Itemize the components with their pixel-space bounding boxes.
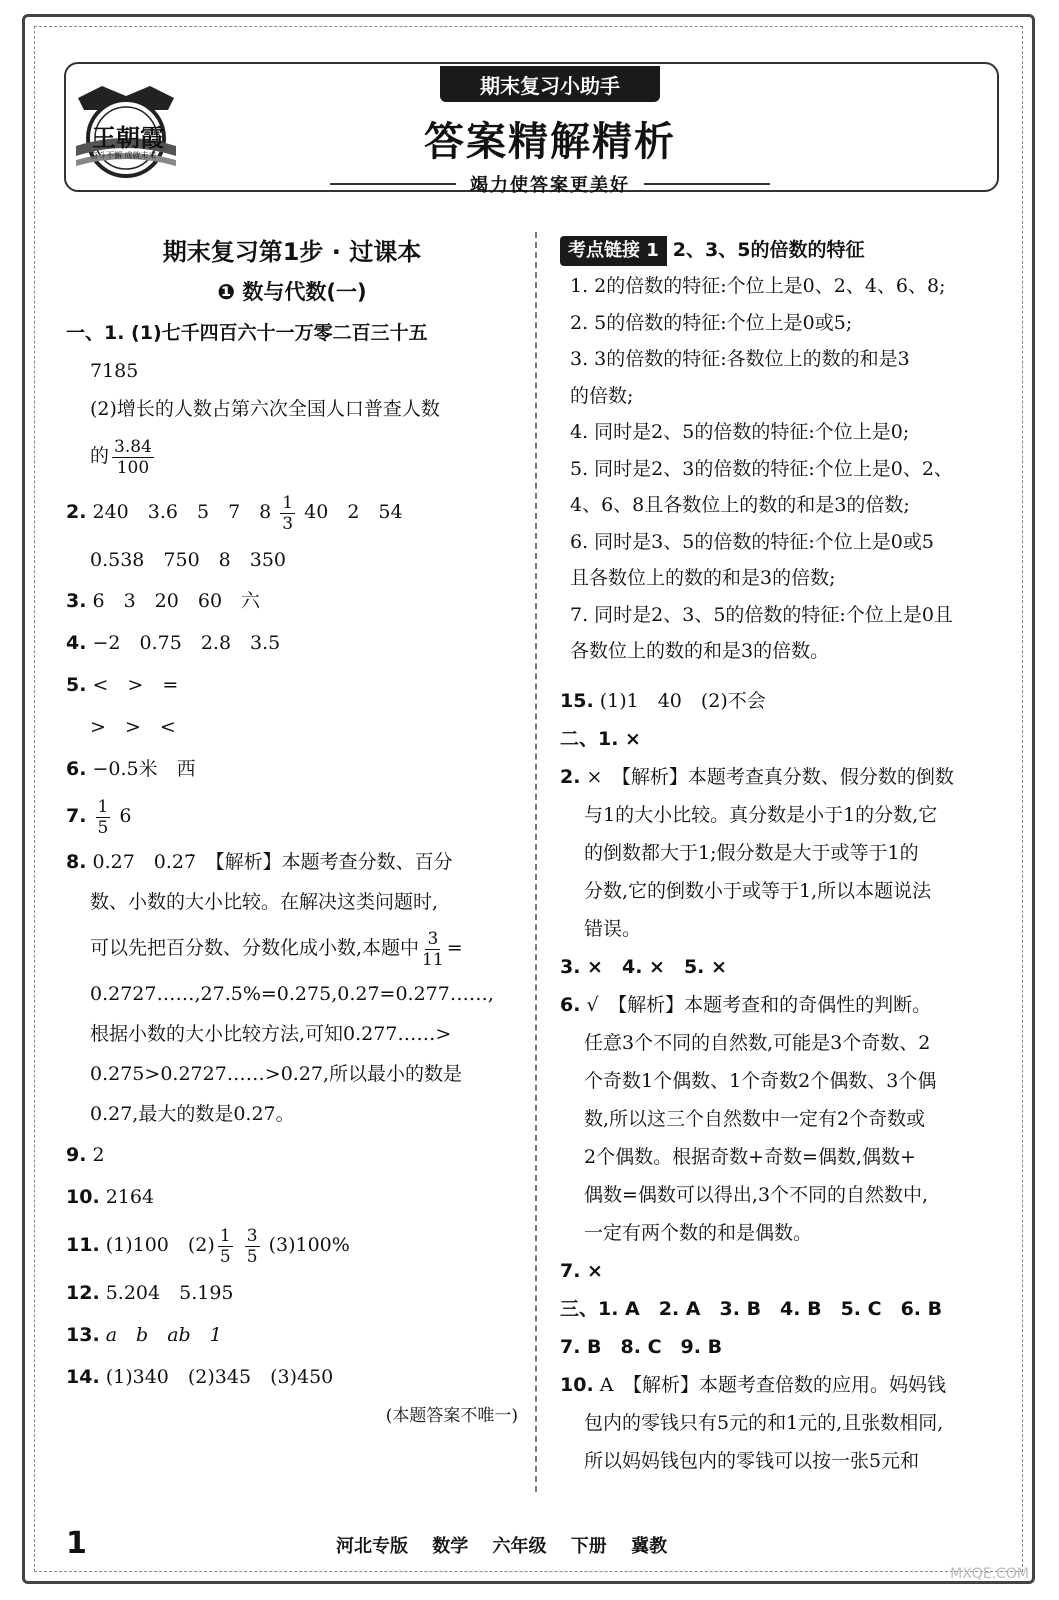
slogan-line-right <box>644 183 770 185</box>
s2-6-line: √ 【解析】本题考查和的奇偶性的判断。 <box>586 993 932 1016</box>
kd-line: 1. 2的倍数的特征:个位上是0、2、4、6、8; <box>570 275 946 297</box>
section-title: 期末复习第1步 · 过课本 <box>162 238 422 266</box>
q12-number: 12. <box>66 1282 100 1304</box>
kd-line: 2. 5的倍数的特征:个位上是0或5; <box>570 311 853 334</box>
kd-badge: 考点链接 1 <box>560 236 667 266</box>
s3-line1: 三、1. A 2. A 3. B 4. B 5. C 6. B <box>560 1297 943 1320</box>
fraction-numerator: 1 <box>282 492 294 513</box>
q11-fraction-1 <box>218 1226 233 1267</box>
fraction-numerator: 3.84 <box>114 436 152 457</box>
q13-number: 13. <box>66 1324 100 1346</box>
s3-10 <box>560 1366 1006 1404</box>
fraction-denominator: 11 <box>422 949 444 970</box>
s3-line2: 7. B 8. C 9. B <box>560 1335 723 1358</box>
kd-line: 5. 同时是2、3的倍数的特征:个位上是0、2、 <box>570 457 953 480</box>
s2-2-line: 与1的大小比较。真分数是小于1的分数,它 <box>584 803 938 826</box>
q1-line4 <box>66 428 518 484</box>
s2-2-line: 错误。 <box>584 917 642 940</box>
q7-text: 6 <box>119 805 132 827</box>
q8-line5: 根据小数的大小比较方法,可知0.277……> <box>90 1023 452 1045</box>
q8-line7: 0.27,最大的数是0.27̇。 <box>90 1103 295 1125</box>
q11-text1: (1)100 (2) <box>105 1234 215 1256</box>
s2-2 <box>560 758 1006 796</box>
q11-number: 11. <box>66 1234 100 1256</box>
watermark: MXQE.COM <box>950 1566 1029 1582</box>
q8-equals: = <box>446 937 463 959</box>
slogan-text: 竭力使答案更美好 <box>470 175 630 196</box>
q4-number: 4. <box>66 632 87 654</box>
s2-1: 二、1. × <box>560 727 641 750</box>
fraction-numerator: 3 <box>246 1225 258 1246</box>
q12-text: 5.204 5.195 <box>105 1282 234 1304</box>
q3 <box>66 580 518 622</box>
s2-6-line: 任意3个不同的自然数,可能是3个奇数、2 <box>584 1031 931 1054</box>
fraction-denominator: 5 <box>246 1246 258 1267</box>
q6-number: 6. <box>66 758 87 780</box>
left-column <box>66 232 518 1434</box>
q2-fraction <box>280 493 295 534</box>
q8-line3 <box>66 922 518 974</box>
q2-text: 240 3.6 5 7 8 <box>92 501 272 523</box>
q2-number: 2. <box>66 501 87 523</box>
q1-prefix: 的 <box>90 445 110 467</box>
q3-number: 3. <box>66 590 87 612</box>
q11-fraction-2 <box>245 1226 260 1267</box>
s2-6-line: 个奇数1个偶数、1个奇数2个偶数、3个偶 <box>584 1069 937 1092</box>
s3-10-line: 所以妈妈钱包内的零钱可以按一张5元和 <box>584 1449 920 1472</box>
q7-number: 7. <box>66 805 87 827</box>
q8-line3-text: 可以先把百分数、分数化成小数,本题中 <box>90 937 420 959</box>
s2-2-line: 的倒数都大于1;假分数是大于或等于1的 <box>584 841 919 864</box>
q13 <box>66 1314 518 1356</box>
s2-6-line: 偶数=偶数可以得出,3个不同的自然数中, <box>584 1183 929 1206</box>
s2-6-line: 2个偶数。根据奇数+奇数=偶数,偶数+ <box>584 1145 916 1168</box>
section-subtitle: ❶ 数与代数(一) <box>217 280 367 304</box>
q1-line2: 7185 <box>90 360 139 382</box>
q14-text: (1)340 (2)345 (3)450 <box>105 1366 334 1388</box>
s2-2-number: 2. <box>560 765 581 788</box>
fraction-denominator: 100 <box>116 457 150 478</box>
s2-6-line: 数,所以这三个自然数中一定有2个奇数或 <box>584 1107 926 1130</box>
slogan <box>330 172 770 196</box>
s3-10-line: 包内的零钱只有5元的和1元的,且张数相同, <box>584 1411 944 1434</box>
logo-subtext: 奋斗不懈 成就未来 <box>90 151 157 160</box>
q14-note: (本题答案不唯一) <box>385 1406 518 1426</box>
q9-text: 2 <box>92 1144 105 1166</box>
kd-header <box>560 232 1006 268</box>
q8-line6: 0.275>0.2727……>0.27,所以最小的数是 <box>90 1063 463 1085</box>
q9 <box>66 1134 518 1176</box>
kd-line: 4、6、8且各数位上的数的和是3的倍数; <box>570 494 910 516</box>
q5-number: 5. <box>66 674 87 696</box>
q3-text: 6 3 20 60 六 <box>92 590 261 612</box>
q15-text: (1)1 40 (2)不会 <box>599 689 766 712</box>
s2-6 <box>560 986 1006 1024</box>
q1-line3: (2)增长的人数占第六次全国人口普查人数 <box>90 398 440 420</box>
kd-line: 6. 同时是3、5的倍数的特征:个位上是0或5 <box>570 530 934 553</box>
q9-number: 9. <box>66 1144 87 1166</box>
q10-number: 10. <box>66 1186 100 1208</box>
kd-line: 7. 同时是2、3、5的倍数的特征:个位上是0且 <box>570 603 953 626</box>
q14-number: 14. <box>66 1366 100 1388</box>
slogan-line-left <box>330 183 456 185</box>
s2-345: 3. × 4. × 5. × <box>560 955 727 978</box>
page-title: 答案精解精析 <box>424 119 676 165</box>
q1-fraction <box>112 437 154 478</box>
s2-2-line: 分数,它的倒数小于或等于1,所以本题说法 <box>584 879 932 902</box>
fraction-numerator: 1 <box>97 796 109 817</box>
q5-text: < > = <box>92 674 179 696</box>
kd-list <box>560 268 1006 670</box>
q4-text: −2 0.75 2.8 3.5 <box>92 632 281 654</box>
page-footer <box>66 1526 1006 1566</box>
fraction-numerator: 3 <box>427 928 439 949</box>
q15 <box>560 682 1006 720</box>
s2-6-number: 6. <box>560 993 581 1016</box>
fraction-numerator: 1 <box>219 1225 231 1246</box>
q10 <box>66 1176 518 1218</box>
q5 <box>66 664 518 706</box>
q6 <box>66 748 518 790</box>
right-column <box>560 232 1006 1480</box>
q15-number: 15. <box>560 689 594 712</box>
s2-7: 7. × <box>560 1259 603 1282</box>
kd-line: 且各数位上的数的和是3的倍数; <box>570 567 836 589</box>
q11-text2: (3)100% <box>268 1234 350 1256</box>
q11 <box>66 1218 518 1272</box>
kd-line: 3. 3的倍数的特征:各数位上的数的和是3 <box>570 348 910 370</box>
q5-line2: > > < <box>90 716 176 738</box>
q1-line1 <box>66 314 518 352</box>
header-tab: 期末复习小助手 <box>440 66 660 102</box>
s2-6-line: 一定有两个数的和是偶数。 <box>584 1221 813 1244</box>
s3-10-line: A 【解析】本题考查倍数的应用。妈妈钱 <box>599 1373 946 1396</box>
q10-text: 2164 <box>105 1186 155 1208</box>
q7-fraction <box>96 797 111 838</box>
logo-text: 王朝霞 <box>92 123 164 152</box>
q1-text: 一、1. (1)七千四百六十一万零二百三十五 <box>66 322 428 344</box>
page-number: 1 <box>66 1526 87 1561</box>
q8-line1 <box>66 842 518 882</box>
q2-line1 <box>66 484 518 540</box>
q8-fraction <box>422 929 444 970</box>
q7 <box>66 790 518 842</box>
column-divider <box>535 232 537 1492</box>
q2-line2: 0.538 750 8 350 <box>90 549 287 571</box>
q6-text: −0.5米 西 <box>92 758 196 780</box>
footer-info: 河北专版 数学 六年级 下册 冀教 <box>336 1536 668 1557</box>
q13-text: a b ab 1 <box>105 1324 222 1346</box>
fraction-denominator: 5 <box>219 1246 231 1267</box>
kd-line: 的倍数; <box>570 384 634 407</box>
q8-line4: 0.2727……,27.5%=0.275,0.27̇=0.277……, <box>90 983 494 1005</box>
kd-line: 各数位上的数的和是3的倍数。 <box>570 640 830 662</box>
q14 <box>66 1356 518 1398</box>
q8-text: 0.27 0.27̇ 【解析】本题考查分数、百分 <box>92 851 453 873</box>
q4 <box>66 622 518 664</box>
q2-text2: 40 2 54 <box>304 501 403 523</box>
s2-2-line: × 【解析】本题考查真分数、假分数的倒数 <box>586 765 954 788</box>
kd-title: 2、3、5的倍数的特征 <box>672 239 865 261</box>
s3-10-number: 10. <box>560 1373 594 1396</box>
fraction-denominator: 3 <box>282 513 294 534</box>
fraction-denominator: 5 <box>97 817 109 838</box>
q8-line2: 数、小数的大小比较。在解决这类问题时, <box>90 891 439 913</box>
q12 <box>66 1272 518 1314</box>
kd-line: 4. 同时是2、5的倍数的特征:个位上是0; <box>570 421 910 443</box>
q8-number: 8. <box>66 851 87 873</box>
